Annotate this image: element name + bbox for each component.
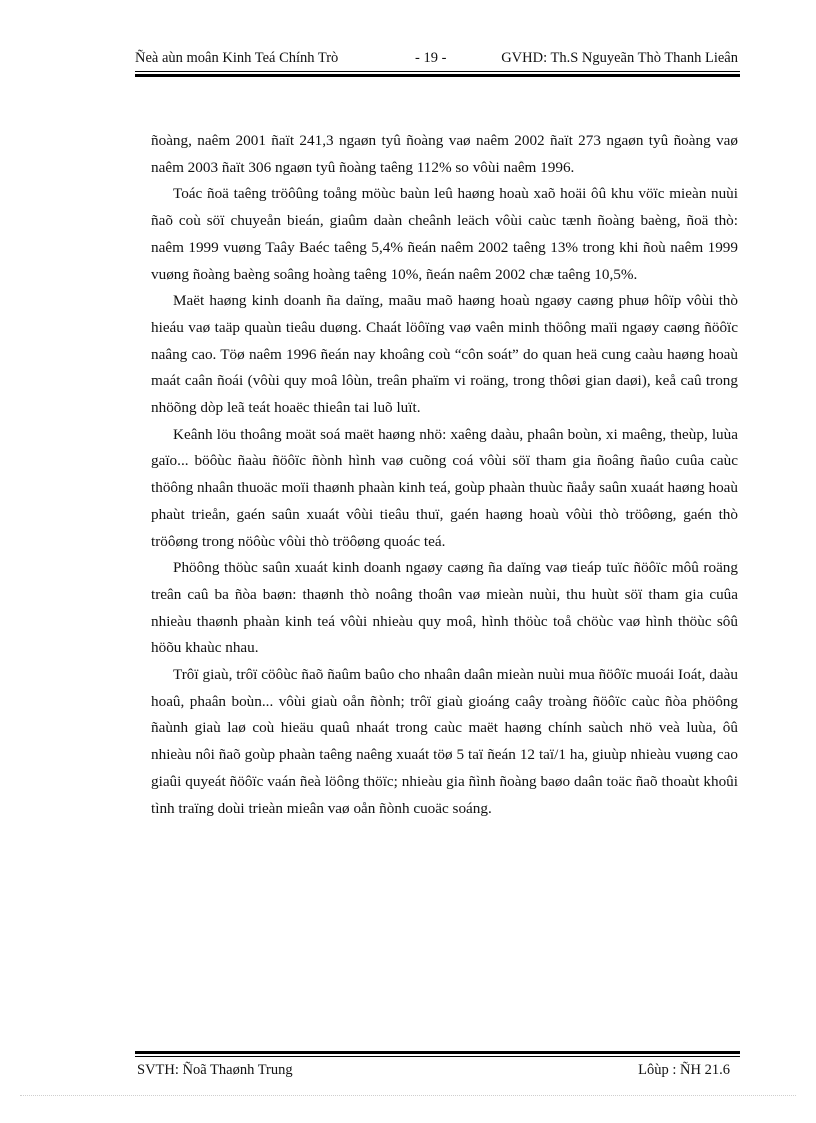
footer-rule-thin: [135, 1056, 740, 1057]
document-body: [151, 128, 738, 822]
paragraph-continued: ñoàng, naêm 2001 ñaït 241,3 ngaøn tyû ñoàng vaø naêm 2002 ñaït 273 ngaøn tyû ñoàng vaø naêm 2003 ñaït 306 ngaøn tyû ñoàng taêng 112% so vôùi naêm 1996.: [151, 132, 738, 176]
header-project-title: Ñeà aùn moân Kinh Teá Chính Trò: [135, 50, 339, 66]
header-supervisor: GVHD: Th.S Nguyeãn Thò Thanh Lieân: [501, 50, 738, 66]
page-header: [135, 48, 740, 70]
page-footer: [135, 1060, 740, 1082]
footer-student: SVTH: Ñoã Thaønh Trung: [137, 1062, 293, 1078]
paragraph: Trôï giaù, trôï cöôùc ñaõ ñaûm baûo cho nhaân daân mieàn nuùi mua ñöôïc muoái Ioát, daàu hoaû, phaân boùn... vôùi giaù oån ñònh; trôï giaù gioáng caây troàng ñöôïc caùc ñòa phöông ñaùnh giaù laø coù hieäu quaû nhaát trong caùc maët haøng chính saùch nhö veà luùa, ôû nhieàu nôi ñaõ goùp phaàn taêng naêng xuaát töø 5 taï ñeán 12 taï/1 ha, giuùp nhieàu vuøng cao giaûi quyeát ñöôïc vaán ñeà löông thöïc; nhieàu gia ñình ñoàng baøo daân toäc ñaõ thoaùt khoûi tình traïng doùi trieàn mieân vaø oån ñònh cuoäc soáng.: [151, 666, 738, 817]
header-page-number: - 19 -: [415, 50, 447, 66]
paragraph: Phöông thöùc saûn xuaát kinh doanh ngaøy caøng ña daïng vaø tieáp tuïc ñöôïc môû roäng treân caû ba ñòa baøn: thaønh thò noâng thoân vaø mieàn nuùi, thu huùt söï tham gia cuûa nhieàu thaønh phaàn kinh teá vôùi nhieàu quy moâ, hình thöùc toå chöùc vaø hình thöùc sôû höõu khaùc nhau.: [151, 559, 738, 657]
header-rule-thin: [135, 71, 740, 72]
footer-rule-thick: [135, 1051, 740, 1054]
page-edge-divider: [20, 1095, 796, 1096]
paragraph: Toác ñoä taêng tröôûng toång möùc baùn leû haøng hoaù xaõ hoäi ôû khu vöïc mieàn nuùi ñaõ coù söï chuyeån bieán, giaûm daàn cheânh leäch vôùi caùc tænh ñoàng baèng, ñoä thò: naêm 1999 vuøng Taây Baéc taêng 5,4% ñeán naêm 2002 taêng 13% trong khi ñoù naêm 1999 vuøng ñoàng baèng soâng hoàng taêng 10%, ñeán naêm 2002 chæ taêng 10,5%.: [151, 185, 738, 283]
paragraph: Maët haøng kinh doanh ña daïng, maãu maõ haøng hoaù ngaøy caøng phuø hôïp vôùi thò hieáu vaø taäp quaùn tieâu duøng. Chaát löôïng vaø vaên minh thöông maïi ngaøy caøng ñöôïc naâng cao. Töø naêm 1996 ñeán nay khoâng coù “côn soát” do quan heä cung caàu haøng hoaù maát caân ñoái (vôùi quy moâ lôùn, treân phaïm vi roäng, trong thôøi gian daøi), keå caû trong nhöõng dòp leã teát hoaëc thieân tai luõ luït.: [151, 292, 738, 417]
header-rule-thick: [135, 74, 740, 77]
footer-class: Lôùp : ÑH 21.6: [638, 1062, 730, 1078]
paragraph: Keânh löu thoâng moät soá maët haøng nhö: xaêng daàu, phaân boùn, xi maêng, theùp, luùa gaïo... böôùc ñaàu ñöôïc ñònh hình vaø cuõng coá vôùi söï tham gia ñoâng ñaûo cuûa caùc thöông nhaân thuoäc moïi thaønh phaàn kinh teá, goùp phaàn thuùc ñaåy saûn xuaát haøng hoaù phaùt trieån, gaén saûn xuaát vôùi tieâu thuï, gaén haøng hoaù vôùi thò tröôøng, gaén thò tröôøng trong nöôùc vôùi thò tröôøng quoác teá.: [151, 425, 738, 550]
